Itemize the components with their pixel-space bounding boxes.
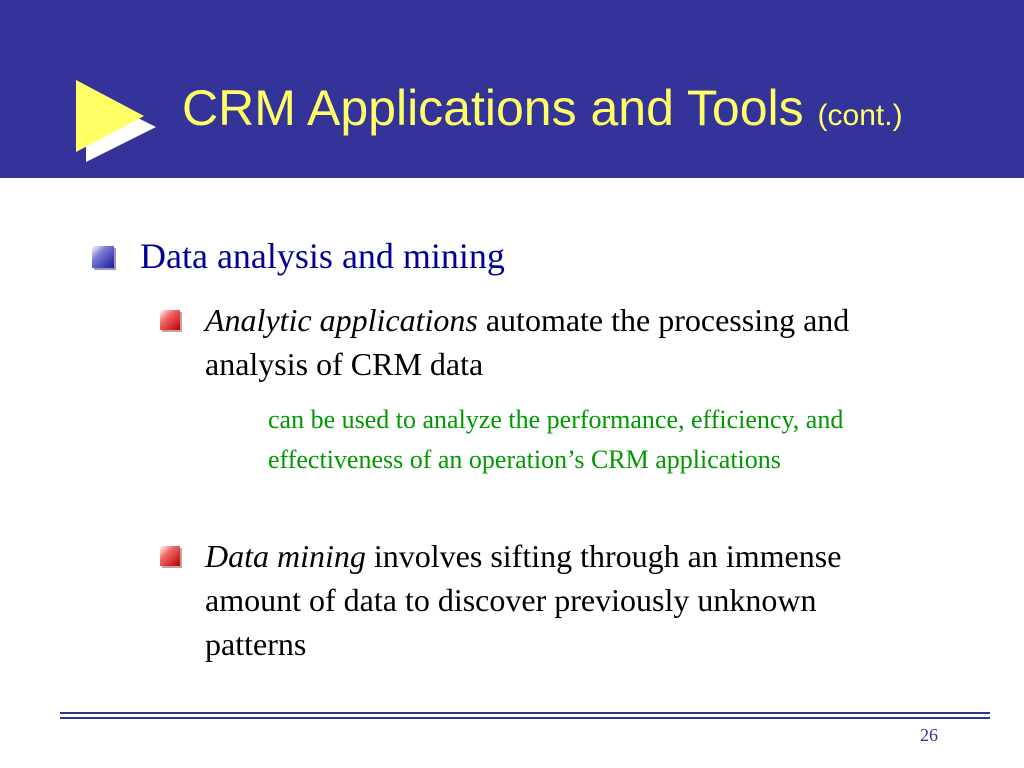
bullet-level1: Data analysis and mining [140,236,505,276]
bullet-data-mining [205,534,905,666]
bullet-analytic-applications [205,298,905,386]
term-analytic-applications: Analytic applications [205,302,478,338]
bullet-square-red-icon [160,310,180,330]
play-arrow-icon [72,74,162,166]
title-bar [0,0,1024,178]
title-main: CRM Applications and Tools [182,80,804,136]
title-suffix: (cont.) [817,99,903,132]
page-number: 26 [920,725,938,745]
footer-divider [60,717,990,719]
bullet-square-blue-icon [92,246,114,268]
bullet-square-red-icon [160,546,180,566]
term-data-mining: Data mining [205,538,366,574]
footer-divider [60,712,990,714]
text-analytic-applications: automate the processing and analysis of CRM data [205,302,850,382]
bullet-analytic-subtext: can be used to analyze the performance, efficiency, and effectiveness of an operation’s CRM applications [268,405,844,474]
text-data-mining: involves sifting through an immense amount of data to discover previously unknown patterns [205,538,842,662]
slide-title [182,78,903,146]
